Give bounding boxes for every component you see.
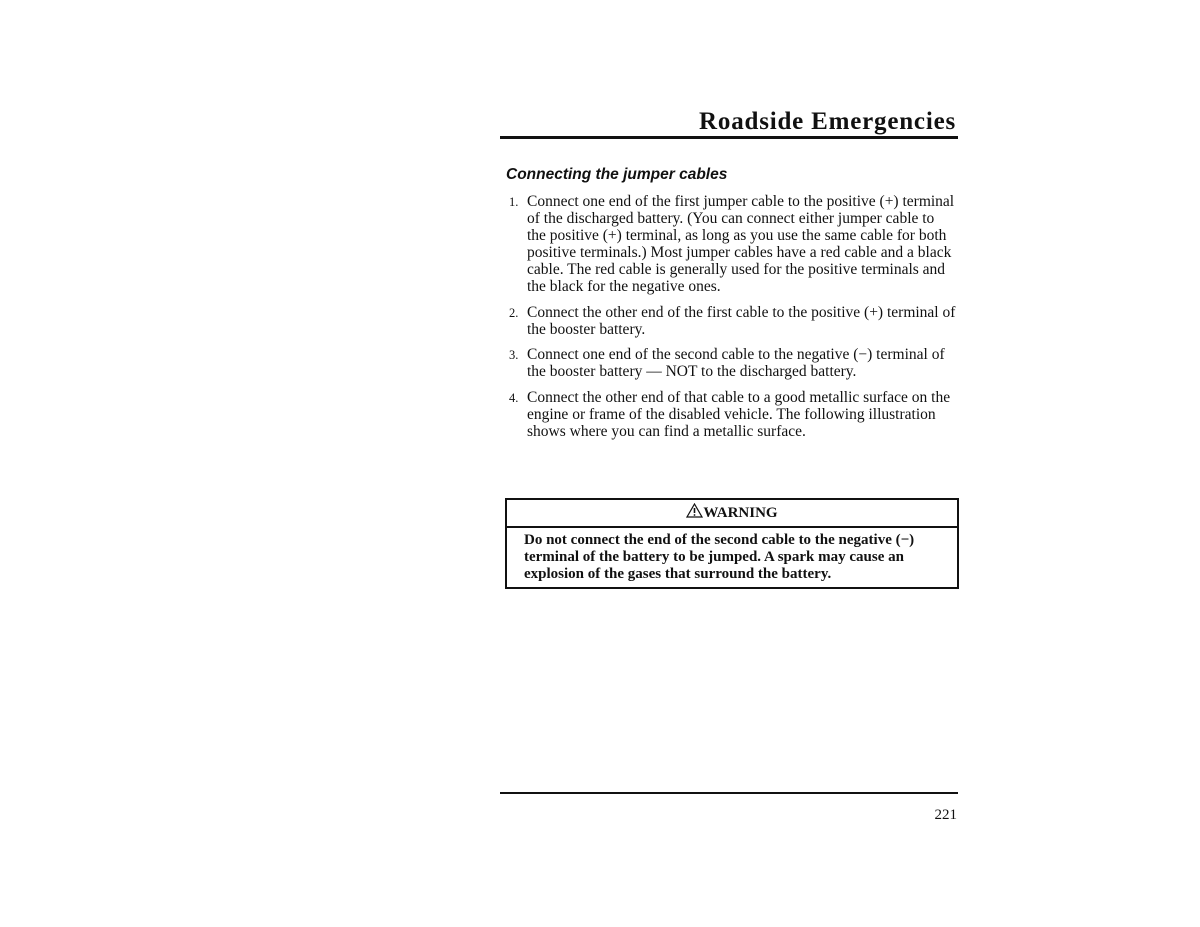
footer-rule (500, 792, 958, 794)
step-number: 1. (509, 195, 519, 209)
warning-box (505, 498, 959, 589)
section-heading: Connecting the jumper cables (506, 166, 728, 183)
page-title: Roadside Emergencies (699, 108, 956, 135)
step-text: Connect the other end of the first cable to the positive (+) terminal of the booster battery. (527, 303, 956, 338)
warning-header (507, 500, 957, 528)
step-number: 3. (509, 348, 519, 362)
page-header (500, 106, 958, 138)
header-rule (500, 136, 958, 139)
step-item (506, 389, 956, 440)
step-number: 4. (509, 390, 519, 405)
step-item (506, 304, 956, 338)
step-number: 2. (509, 305, 519, 320)
step-text: Connect one end of the first jumper cable to the positive (+) terminal of the discharged battery. (You can connect either jumper cable to the positive (+) terminal, as long as you use the same cable for both positive terminals.) Most jumper cables have a red cable and a black cable. The red cable is generally used for the positive terminals and the black for the negative ones. (527, 193, 955, 295)
page-number: 221 (934, 807, 957, 823)
step-item (506, 193, 956, 295)
step-list (506, 193, 956, 448)
warning-triangle-icon (686, 501, 703, 516)
step-item (506, 346, 956, 380)
warning-title: WARNING (703, 505, 778, 521)
step-text: Connect the other end of that cable to a good metallic surface on the engine or frame of the disabled vehicle. The following illustration shows where you can find a metallic surface. (527, 388, 951, 440)
warning-body: Do not connect the end of the second cable to the negative (−) terminal of the battery to be jumped. A spark may cause an explosion of the gases that surround the battery. (524, 532, 915, 582)
step-text: Connect one end of the second cable to the negative (−) terminal of the booster battery — NOT to the discharged battery. (527, 346, 945, 380)
